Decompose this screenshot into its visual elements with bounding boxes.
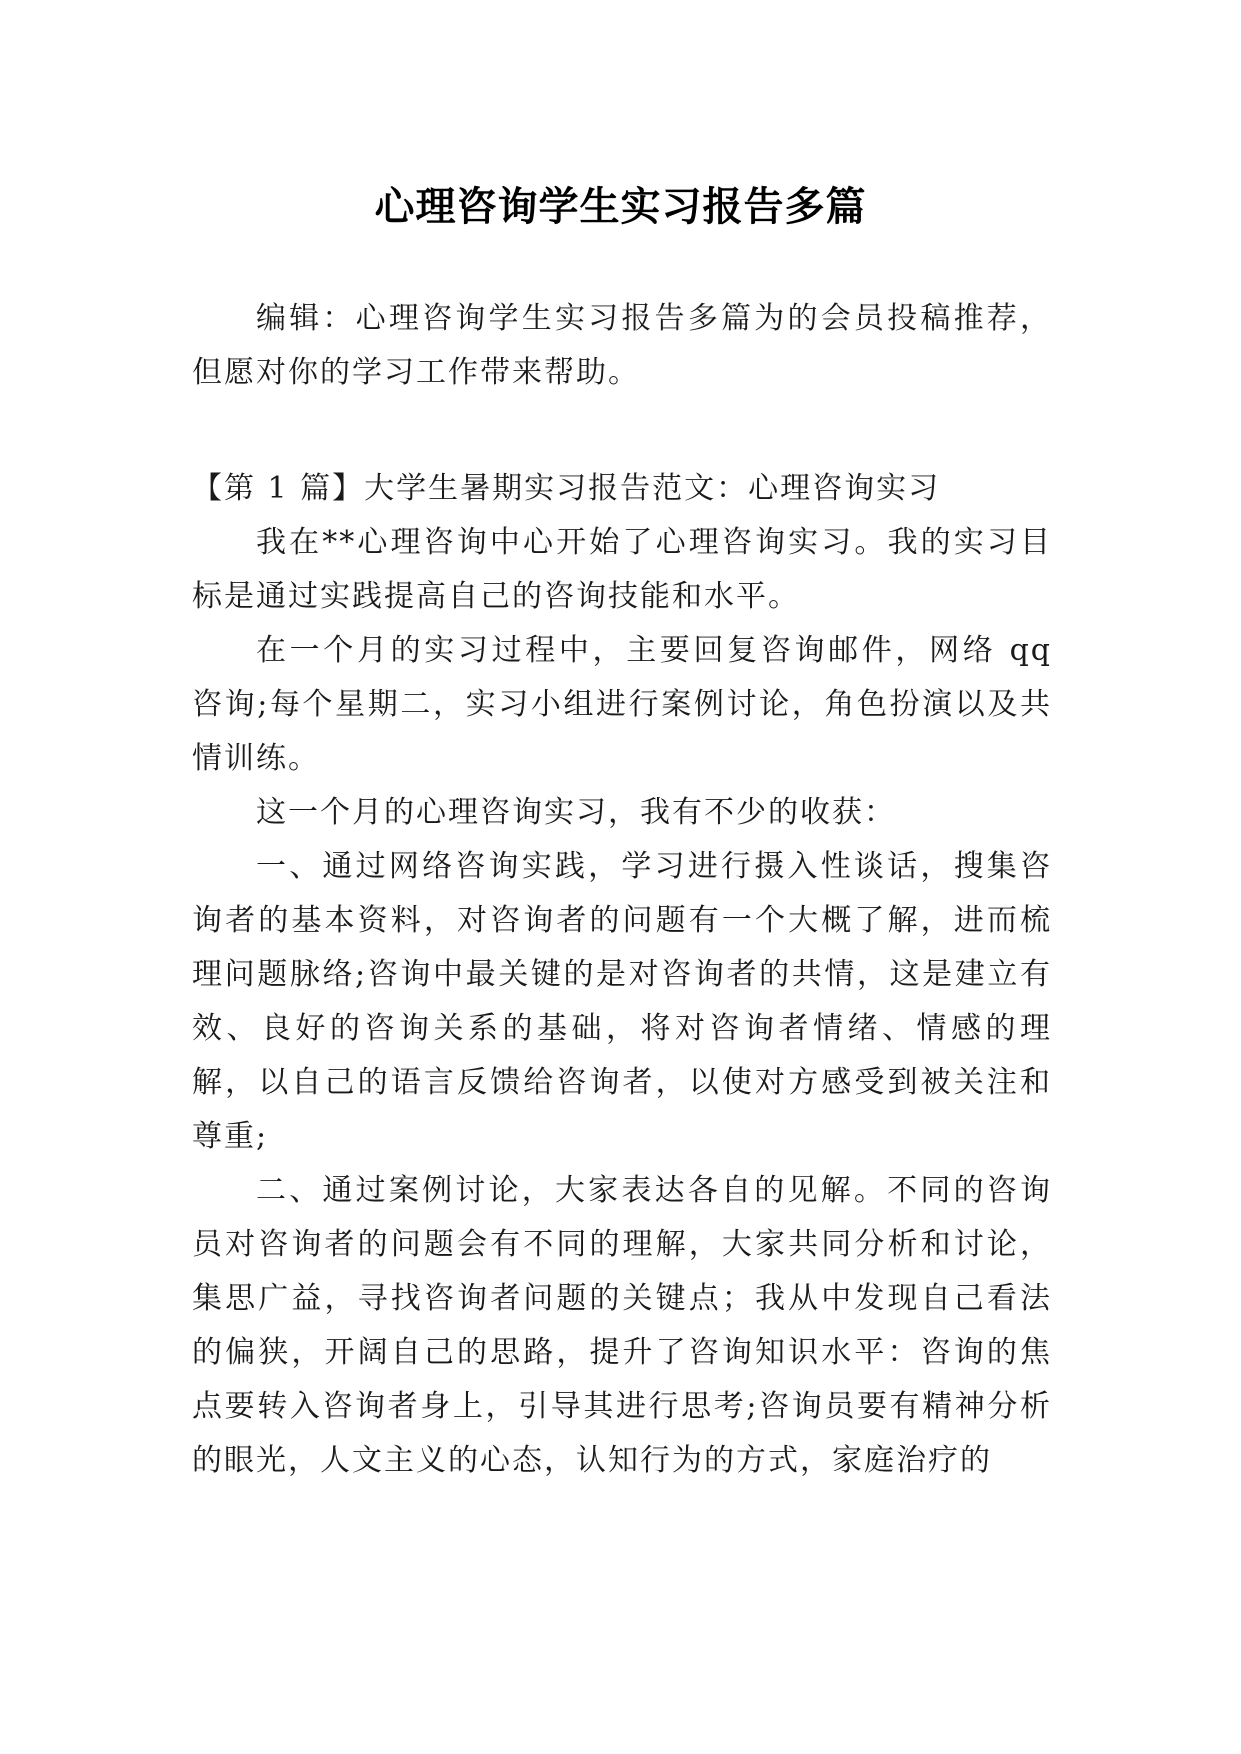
section: [192, 462, 1052, 1488]
paragraph: 这一个月的心理咨询实习，我有不少的收获：: [256, 795, 896, 830]
paragraph: 二、通过案例讨论，大家表达各自的见解。不同的咨询员对咨询者的问题会有不同的理解，大家共同分析和讨论，集思广益，寻找咨询者问题的关键点；我从中发现自己看法的偏狭，开阔自己的思路，提升了咨询知识水平：咨询的焦点要转入咨询者身上，引导其进行思考;咨询员要有精神分析的眼光，人文主义的心态，认知行为的方式，家庭治疗的: [192, 1173, 1052, 1478]
editor-note: 编辑：心理咨询学生实习报告多篇为的会员投稿推荐，但愿对你的学习工作带来帮助。: [192, 301, 1052, 390]
document-title: 心理咨询学生实习报告多篇: [374, 182, 867, 230]
paragraph: 在一个月的实习过程中，主要回复咨询邮件，网络 qq 咨询;每个星期二，实习小组进行案例讨论，角色扮演以及共情训练。: [192, 633, 1052, 776]
section-heading: 【第 1 篇】大学生暑期实习报告范文：心理咨询实习: [192, 471, 941, 506]
paragraph: 我在**心理咨询中心开始了心理咨询实习。我的实习目标是通过实践提高自己的咨询技能和水平。: [192, 525, 1052, 614]
editor-note-block: [192, 292, 1052, 400]
paragraph: 一、通过网络咨询实践，学习进行摄入性谈话，搜集咨询者的基本资料，对咨询者的问题有一个大概了解，进而梳理问题脉络;咨询中最关键的是对咨询者的共情，这是建立有效、良好的咨询关系的基础，将对咨询者情绪、情感的理解，以自己的语言反馈给咨询者，以使对方感受到被关注和尊重;: [192, 849, 1052, 1154]
